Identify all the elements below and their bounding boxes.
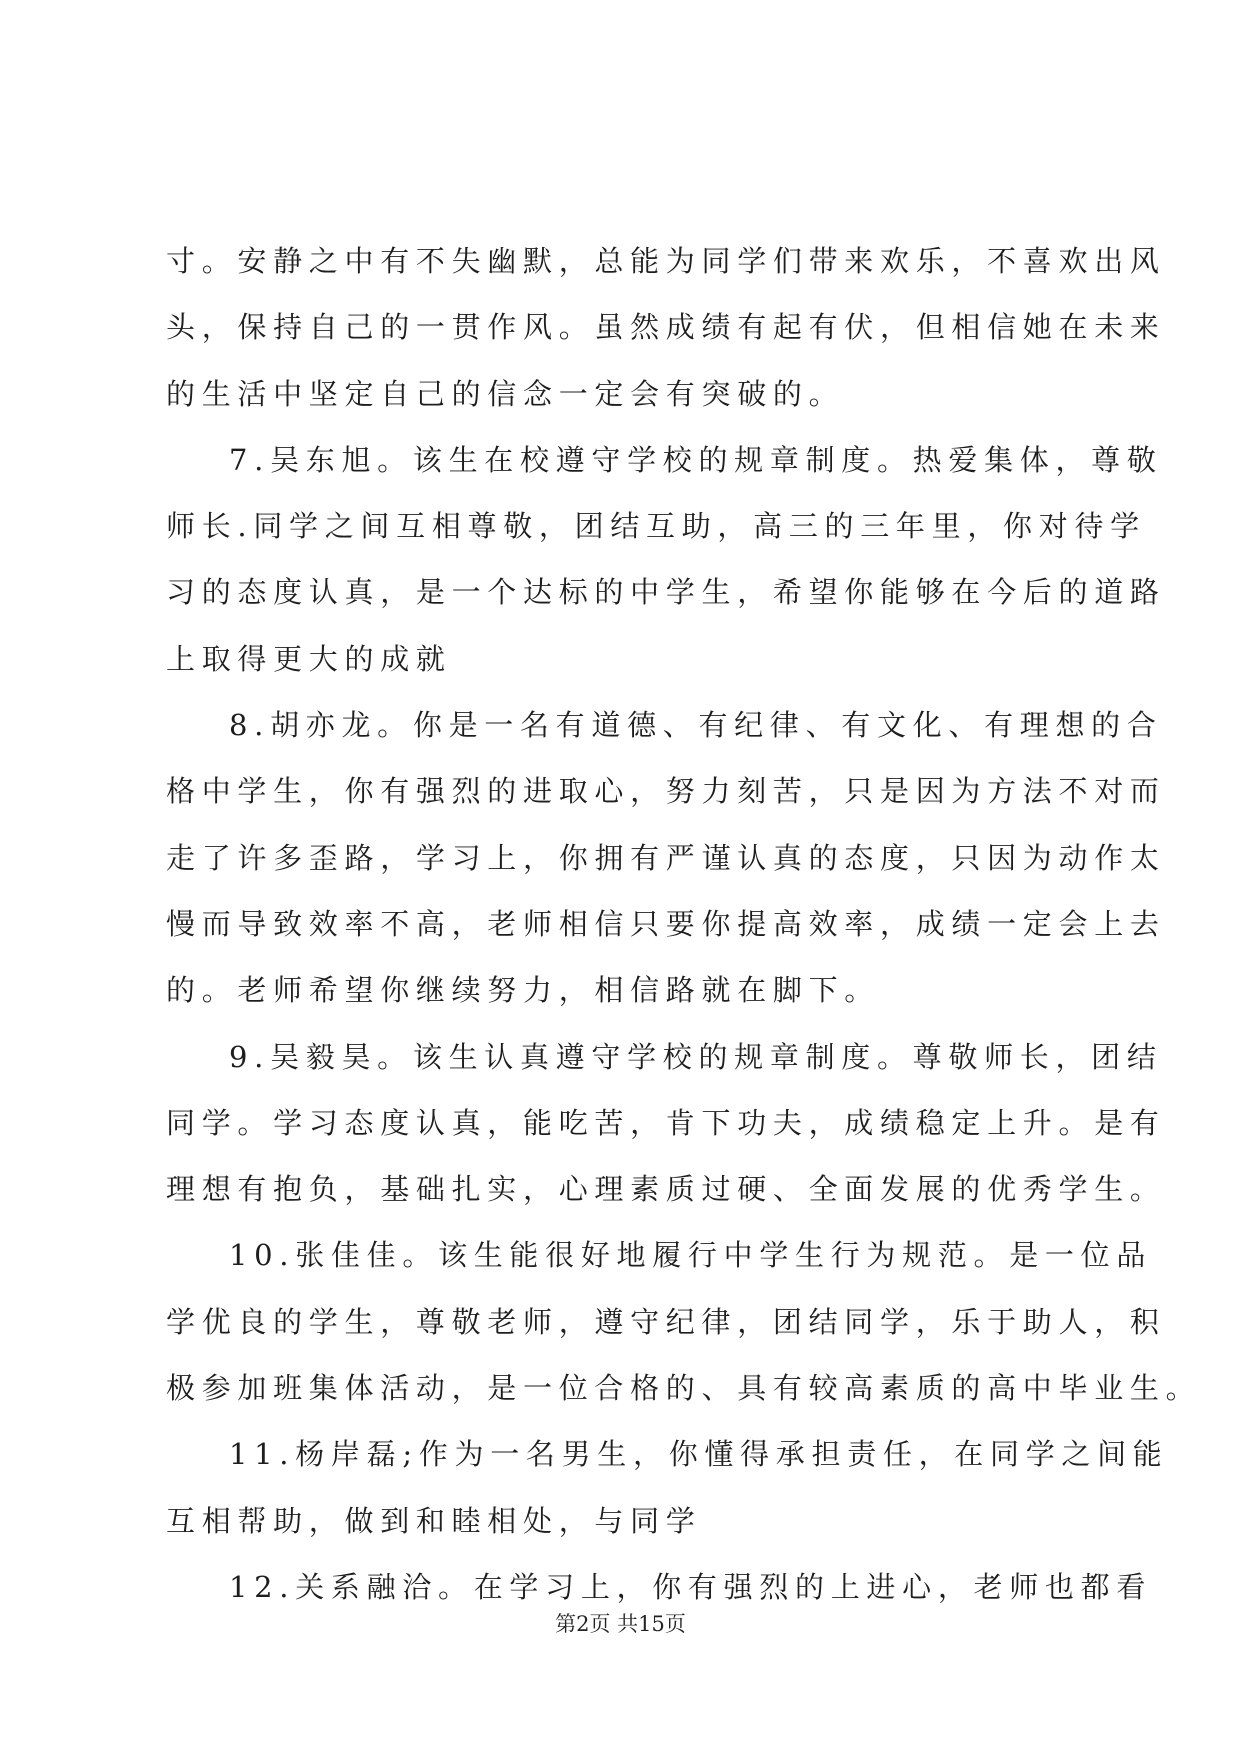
text-line: 极参加班集体活动，是一位合格的、具有较高素质的高中毕业生。 — [166, 1371, 1202, 1406]
text-line: 互相帮助，做到和睦相处，与同学 — [166, 1503, 702, 1538]
text-line: 的生活中坚定自己的信念一定会有突破的。 — [166, 376, 845, 411]
text-line: 习的态度认真，是一个达标的中学生，希望你能够在今后的道路 — [166, 575, 1166, 610]
document-body — [166, 228, 1202, 1620]
text-line: 同学。学习态度认真，能吃苦，肯下功夫，成绩稳定上升。是有 — [166, 1105, 1166, 1140]
page-number-footer: 第2页 共15页 — [555, 1612, 686, 1636]
text-line: 走了许多歪路，学习上，你拥有严谨认真的态度，只因为动作太 — [166, 840, 1166, 875]
text-line: 理想有抱负，基础扎实，心理素质过硬、全面发展的优秀学生。 — [166, 1172, 1166, 1207]
text-line: 寸。安静之中有不失幽默，总能为同学们带来欢乐，不喜欢出风 — [166, 244, 1166, 278]
text-line: 学优良的学生，尊敬老师，遵守纪律，团结同学，乐于助人，积 — [166, 1304, 1166, 1339]
text-line: 慢而导致效率不高，老师相信只要你提高效率，成绩一定会上去 — [166, 906, 1166, 941]
paragraph-9-start: 9.吴毅昊。该生认真遵守学校的规章制度。尊敬师长，团结 — [229, 1039, 1163, 1074]
paragraph-12-start: 12.关系融洽。在学习上，你有强烈的上进心，老师也都看 — [229, 1569, 1153, 1604]
paragraph-7-start: 7.吴东旭。该生在校遵守学校的规章制度。热爱集体，尊敬 — [229, 442, 1163, 477]
paragraph-10-start: 10.张佳佳。该生能很好地履行中学生行为规范。是一位品 — [229, 1238, 1153, 1273]
text-line: 师长.同学之间互相尊敬，团结互助，高三的三年里，你对待学 — [166, 509, 1146, 544]
text-line: 头，保持自己的一贯作风。虽然成绩有起有伏，但相信她在未来 — [166, 310, 1166, 345]
text-line: 的。老师希望你继续努力，相信路就在脚下。 — [166, 973, 881, 1008]
paragraph-11-start: 11.杨岸磊;作为一名男生，你懂得承担责任，在同学之间能 — [229, 1437, 1169, 1472]
paragraph-8-start: 8.胡亦龙。你是一名有道德、有纪律、有文化、有理想的合 — [229, 708, 1163, 743]
text-line: 格中学生，你有强烈的进取心，努力刻苦，只是因为方法不对而 — [166, 774, 1166, 809]
text-line: 上取得更大的成就 — [166, 641, 452, 676]
